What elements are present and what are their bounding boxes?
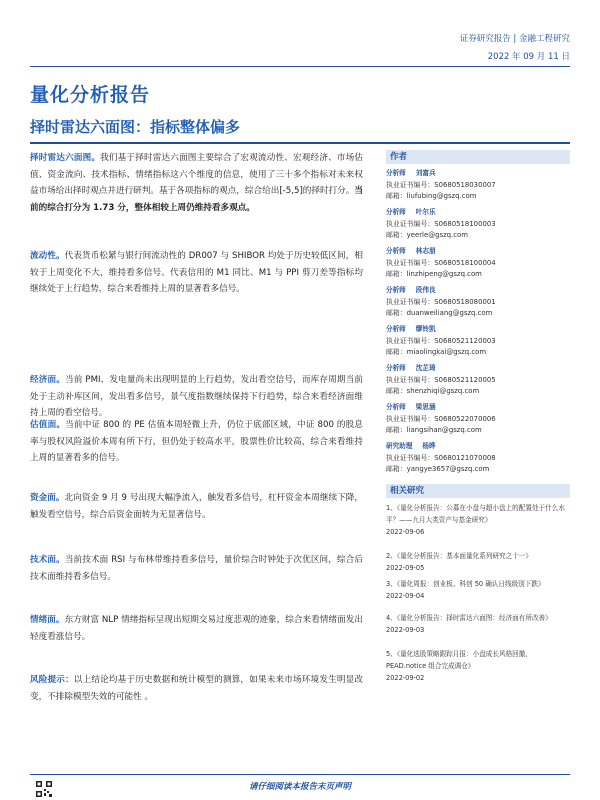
author-email[interactable]: 邮箱：duanweiliang@gszq.com [386, 309, 493, 317]
paragraph-text: 以上结论均基于历史数据和统计模型的测算，如果未来市场环境发生明显改变，不排除模型失效的可能性 。 [30, 675, 363, 702]
author-cert: 执业证书编号：S0680518100003 [386, 219, 496, 228]
related-title[interactable]: 5、《量化选股策略跟踪月报：小盘成长风格回撤，PEAD.notice 组合完成调仓》 [386, 650, 532, 670]
paragraph-liquidity [30, 248, 363, 298]
author-card [386, 402, 570, 437]
author-role: 分析师 [386, 208, 406, 216]
paragraph-lead: 流动性。 [30, 251, 65, 261]
author-name: 缪铃凯 [415, 325, 436, 333]
report-type: 量化分析报告 [30, 84, 151, 106]
related-date: 2022-09-02 [386, 674, 425, 682]
paragraph-lead: 风险提示： [30, 675, 74, 685]
paragraph-economy [30, 372, 363, 422]
author-role: 分析师 [386, 286, 406, 294]
author-cert: 执业证书编号：S0680518100004 [386, 258, 496, 267]
paragraph-text: 我们基于择时雷达六面图主要综合了宏观流动性、宏观经济、市场估值、资金流向、技术指标、情绪指标这六个维度的信息，使用了三十多个指标对未来权益市场给出择时观点并进行研判。基于各项指标的观点，综合给出[-5,5]的择时打分。 [30, 153, 363, 196]
paragraph-text: 北向资金 9 月 9 号出现大幅净流入，触发看多信号，杠杆资金本周继续下降，触发看空信号，综合后资金面转为无显著信号。 [30, 493, 363, 520]
paragraph-lead: 技术面。 [30, 555, 65, 565]
title-divider [30, 142, 570, 144]
author-role: 研究助理 [386, 442, 413, 450]
author-cert: 执业证书编号：S0680521120005 [386, 375, 496, 384]
footer-divider [30, 774, 570, 775]
author-cert: 执业证书编号：S0680518080001 [386, 297, 496, 306]
paragraph-text: 当前中证 800 的 PE 估值本周轻微上升，仍位于底部区域，中证 800 的股息率与股权风险溢价本周有所下行，但仍处于较高水平，股票性价比较高，综合来看维持上周的显著看多的信号。 [30, 420, 363, 463]
author-cert: 执业证书编号：S0680522070006 [386, 414, 496, 423]
author-role: 分析师 [386, 169, 406, 177]
header-divider [30, 66, 570, 67]
paragraph-sentiment [30, 612, 363, 645]
paragraph-lead: 择时雷达六面图。 [30, 153, 101, 163]
header-category: 证券研究报告 | 金融工程研究 [459, 34, 570, 44]
author-name: 梁思涵 [415, 403, 436, 411]
paragraph-valuation [30, 417, 363, 467]
related-heading: 相关研究 [386, 484, 570, 498]
paragraph-text: 当前技术面 RSI 与布林带维持看多信号，量价综合时钟处于次优区间，综合后技术面维持看多信号。 [30, 555, 363, 582]
author-name: 林志朋 [415, 247, 436, 255]
page-title: 择时雷达六面图：指标整体偏多 [30, 118, 241, 136]
author-email[interactable]: 邮箱：liangsihan@gszq.com [386, 426, 482, 434]
related-date: 2022-09-04 [386, 592, 425, 600]
report-header [460, 30, 570, 66]
paragraph-conclusion: 当前的综合打分为 1.73 分，整体相较上周仍维持看多观点。 [30, 186, 363, 213]
paragraph-lead: 估值面。 [30, 420, 66, 430]
related-date: 2022-09-06 [386, 528, 425, 536]
authors-heading: 作者 [386, 150, 570, 164]
paragraph-text: 当前 PMI、发电量尚未出现明显的上行趋势，发出看空信号，而库存周期当前处于主动补库区间，发出看多信号，景气度指数继续保持下行趋势，综合来看经济面维持上周的看空信号。 [30, 375, 363, 418]
author-card [386, 441, 570, 476]
author-card [386, 168, 570, 203]
related-title[interactable]: 2、《量化分析报告：基本面量化系列研究之十一》 [386, 552, 532, 560]
author-role: 分析师 [386, 364, 406, 372]
author-email[interactable]: 邮箱：yeerle@gszq.com [386, 231, 468, 239]
footer-disclaimer[interactable]: 请仔细阅读本报告末页声明 [248, 782, 351, 792]
related-date: 2022-09-03 [386, 626, 425, 634]
author-role: 分析师 [386, 247, 406, 255]
paragraph-lead: 情绪面。 [30, 615, 65, 625]
author-cert: 执业证书编号：S0680121070008 [386, 453, 496, 462]
author-card [386, 207, 570, 242]
author-card [386, 285, 570, 320]
author-email[interactable]: 邮箱：linzhipeng@gszq.com [386, 270, 482, 278]
paragraph-text: 东方财富 NLP 情绪指标呈现出短期交易过度悲观的迹象，综合来看情绪面发出轻度看涨信号。 [30, 615, 363, 642]
paragraph-summary [30, 150, 363, 216]
header-date: 2022 年 09 月 11 日 [487, 52, 570, 62]
paragraph-funds [30, 490, 363, 523]
author-cert: 执业证书编号：S0680518030007 [386, 180, 496, 189]
author-name: 杨晔 [422, 442, 436, 450]
related-title[interactable]: 1、《量化分析报告：公募在小盘与超小盘上的配置处于什么水平？——九月大类资产与基金研究》 [386, 504, 565, 524]
author-email[interactable]: 邮箱：shenzhiqi@gszq.com [386, 387, 480, 395]
related-item[interactable] [386, 550, 570, 574]
author-card [386, 363, 570, 398]
related-title[interactable]: 3、《量化周报：创业板、科创 50 确认日线级别下跌》 [386, 580, 545, 588]
author-email[interactable]: 邮箱：liufubing@gszq.com [386, 192, 477, 200]
paragraph-technical [30, 552, 363, 585]
related-item[interactable] [386, 502, 570, 538]
paragraph-lead: 经济面。 [30, 375, 65, 385]
author-name: 段伟良 [415, 286, 436, 294]
author-role: 分析师 [386, 325, 406, 333]
paragraph-lead: 资金面。 [30, 493, 65, 503]
author-card [386, 246, 570, 281]
author-cert: 执业证书编号：S0680521120003 [386, 336, 496, 345]
paragraph-text: 代表货币松紧与银行间流动性的 DR007 与 SHIBOR 均处于历史较低区间，相较于上周变化不大，维持看多信号。代表信用的 M1 同比、M1 与 PPI 剪刀差等指标均继续处于上行趋势，综合来看维持上周的显著看多信号。 [30, 251, 363, 294]
author-role: 分析师 [386, 403, 406, 411]
related-title[interactable]: 4、《量化分析报告：择时雷达六面图：经济面有所改善》 [386, 614, 552, 622]
author-email[interactable]: 邮箱：miaolingkai@gszq.com [386, 348, 487, 356]
author-name: 叶尔乐 [415, 208, 436, 216]
related-item[interactable] [386, 648, 570, 684]
author-name: 刘富兵 [415, 169, 436, 177]
author-card [386, 324, 570, 359]
related-item[interactable] [386, 612, 570, 636]
related-item[interactable] [386, 578, 570, 602]
related-date: 2022-09-05 [386, 564, 425, 572]
paragraph-risk [30, 672, 363, 705]
author-name: 沈芷琦 [415, 364, 436, 372]
author-email[interactable]: 邮箱：yangye3657@gszq.com [386, 465, 490, 473]
